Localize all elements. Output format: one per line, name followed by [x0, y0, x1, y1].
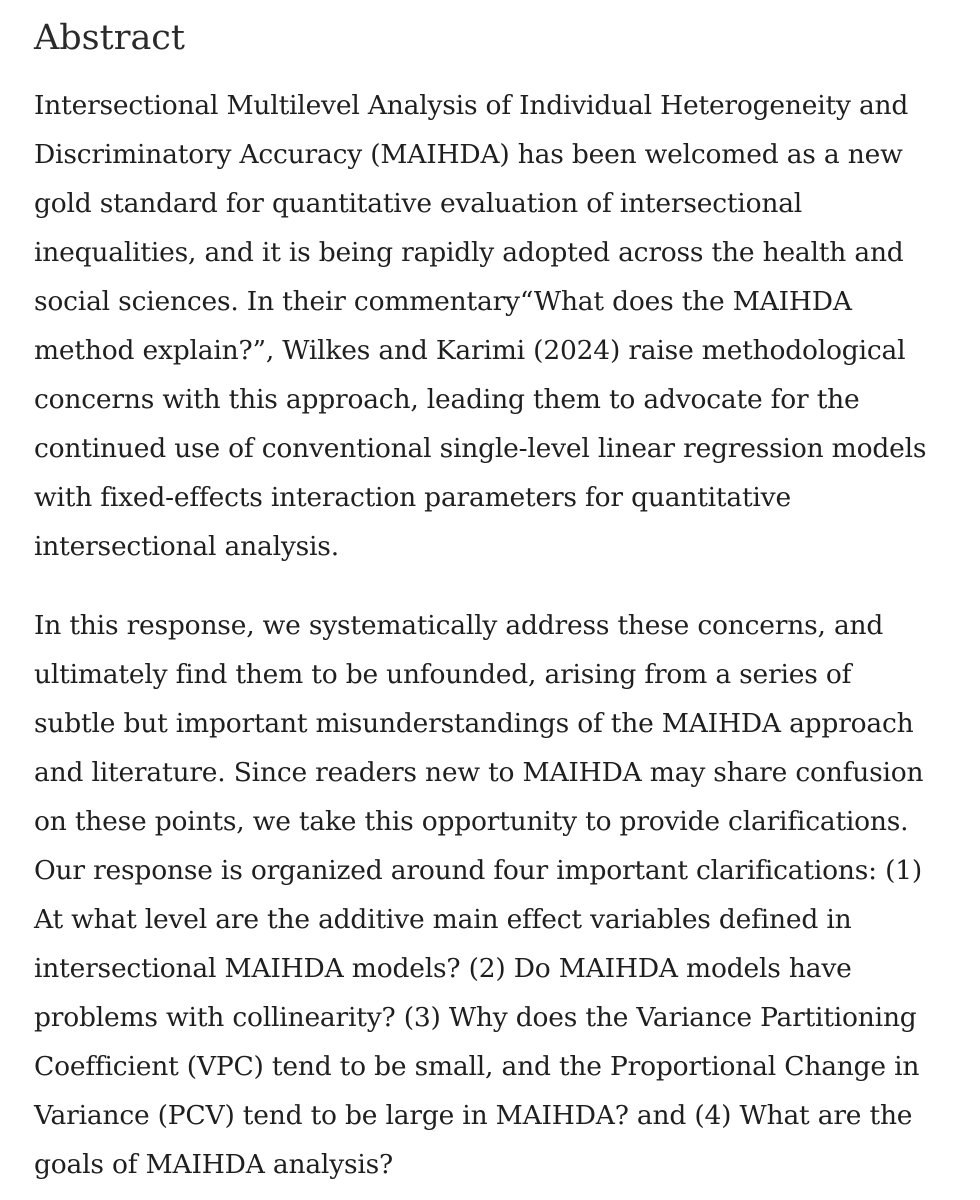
paragraph-line: continued use of conventional single-level linear regression models	[34, 433, 927, 464]
paragraph-line: on these points, we take this opportunity to provide clarifications.	[34, 806, 909, 837]
paragraph-line: intersectional analysis.	[34, 531, 339, 562]
paragraph-line: problems with collinearity? (3) Why does the Variance Partitioning	[34, 1002, 917, 1033]
paragraph-line: method explain?”, Wilkes and Karimi (2024) raise methodological	[34, 335, 906, 366]
paragraph-line: subtle but important misunderstandings of the MAIHDA approach	[34, 708, 914, 739]
paragraph-line: ultimately find them to be unfounded, arising from a series of	[34, 659, 852, 690]
paragraph-line: Intersectional Multilevel Analysis of Individual Heterogeneity and	[34, 90, 909, 121]
paragraph-line: gold standard for quantitative evaluation of intersectional	[34, 188, 803, 219]
paragraph-line: In this response, we systematically address these concerns, and	[34, 610, 884, 641]
paragraph-line: and literature. Since readers new to MAIHDA may share confusion	[34, 757, 924, 788]
paragraph-line: intersectional MAIHDA models? (2) Do MAIHDA models have	[34, 953, 852, 984]
paragraph-line: social sciences. In their commentary“What does the MAIHDA	[34, 286, 852, 317]
abstract-paragraph-2	[34, 601, 970, 1189]
paragraph-line: inequalities, and it is being rapidly adopted across the health and	[34, 237, 904, 268]
paragraph-line: goals of MAIHDA analysis?	[34, 1149, 394, 1180]
abstract-heading: Abstract	[34, 18, 185, 58]
paragraph-line: concerns with this approach, leading them to advocate for the	[34, 384, 860, 415]
paragraph-line: Variance (PCV) tend to be large in MAIHDA? and (4) What are the	[34, 1100, 913, 1131]
paragraph-line: Coefficient (VPC) tend to be small, and the Proportional Change in	[34, 1051, 920, 1082]
paragraph-line: Our response is organized around four important clarifications: (1)	[34, 855, 923, 886]
paragraph-line: At what level are the additive main effect variables defined in	[34, 904, 852, 935]
paragraph-line: with fixed-effects interaction parameters for quantitative	[34, 482, 791, 513]
paragraph-line: Discriminatory Accuracy (MAIHDA) has been welcomed as a new	[34, 139, 903, 170]
abstract-paragraph-1	[34, 81, 970, 571]
